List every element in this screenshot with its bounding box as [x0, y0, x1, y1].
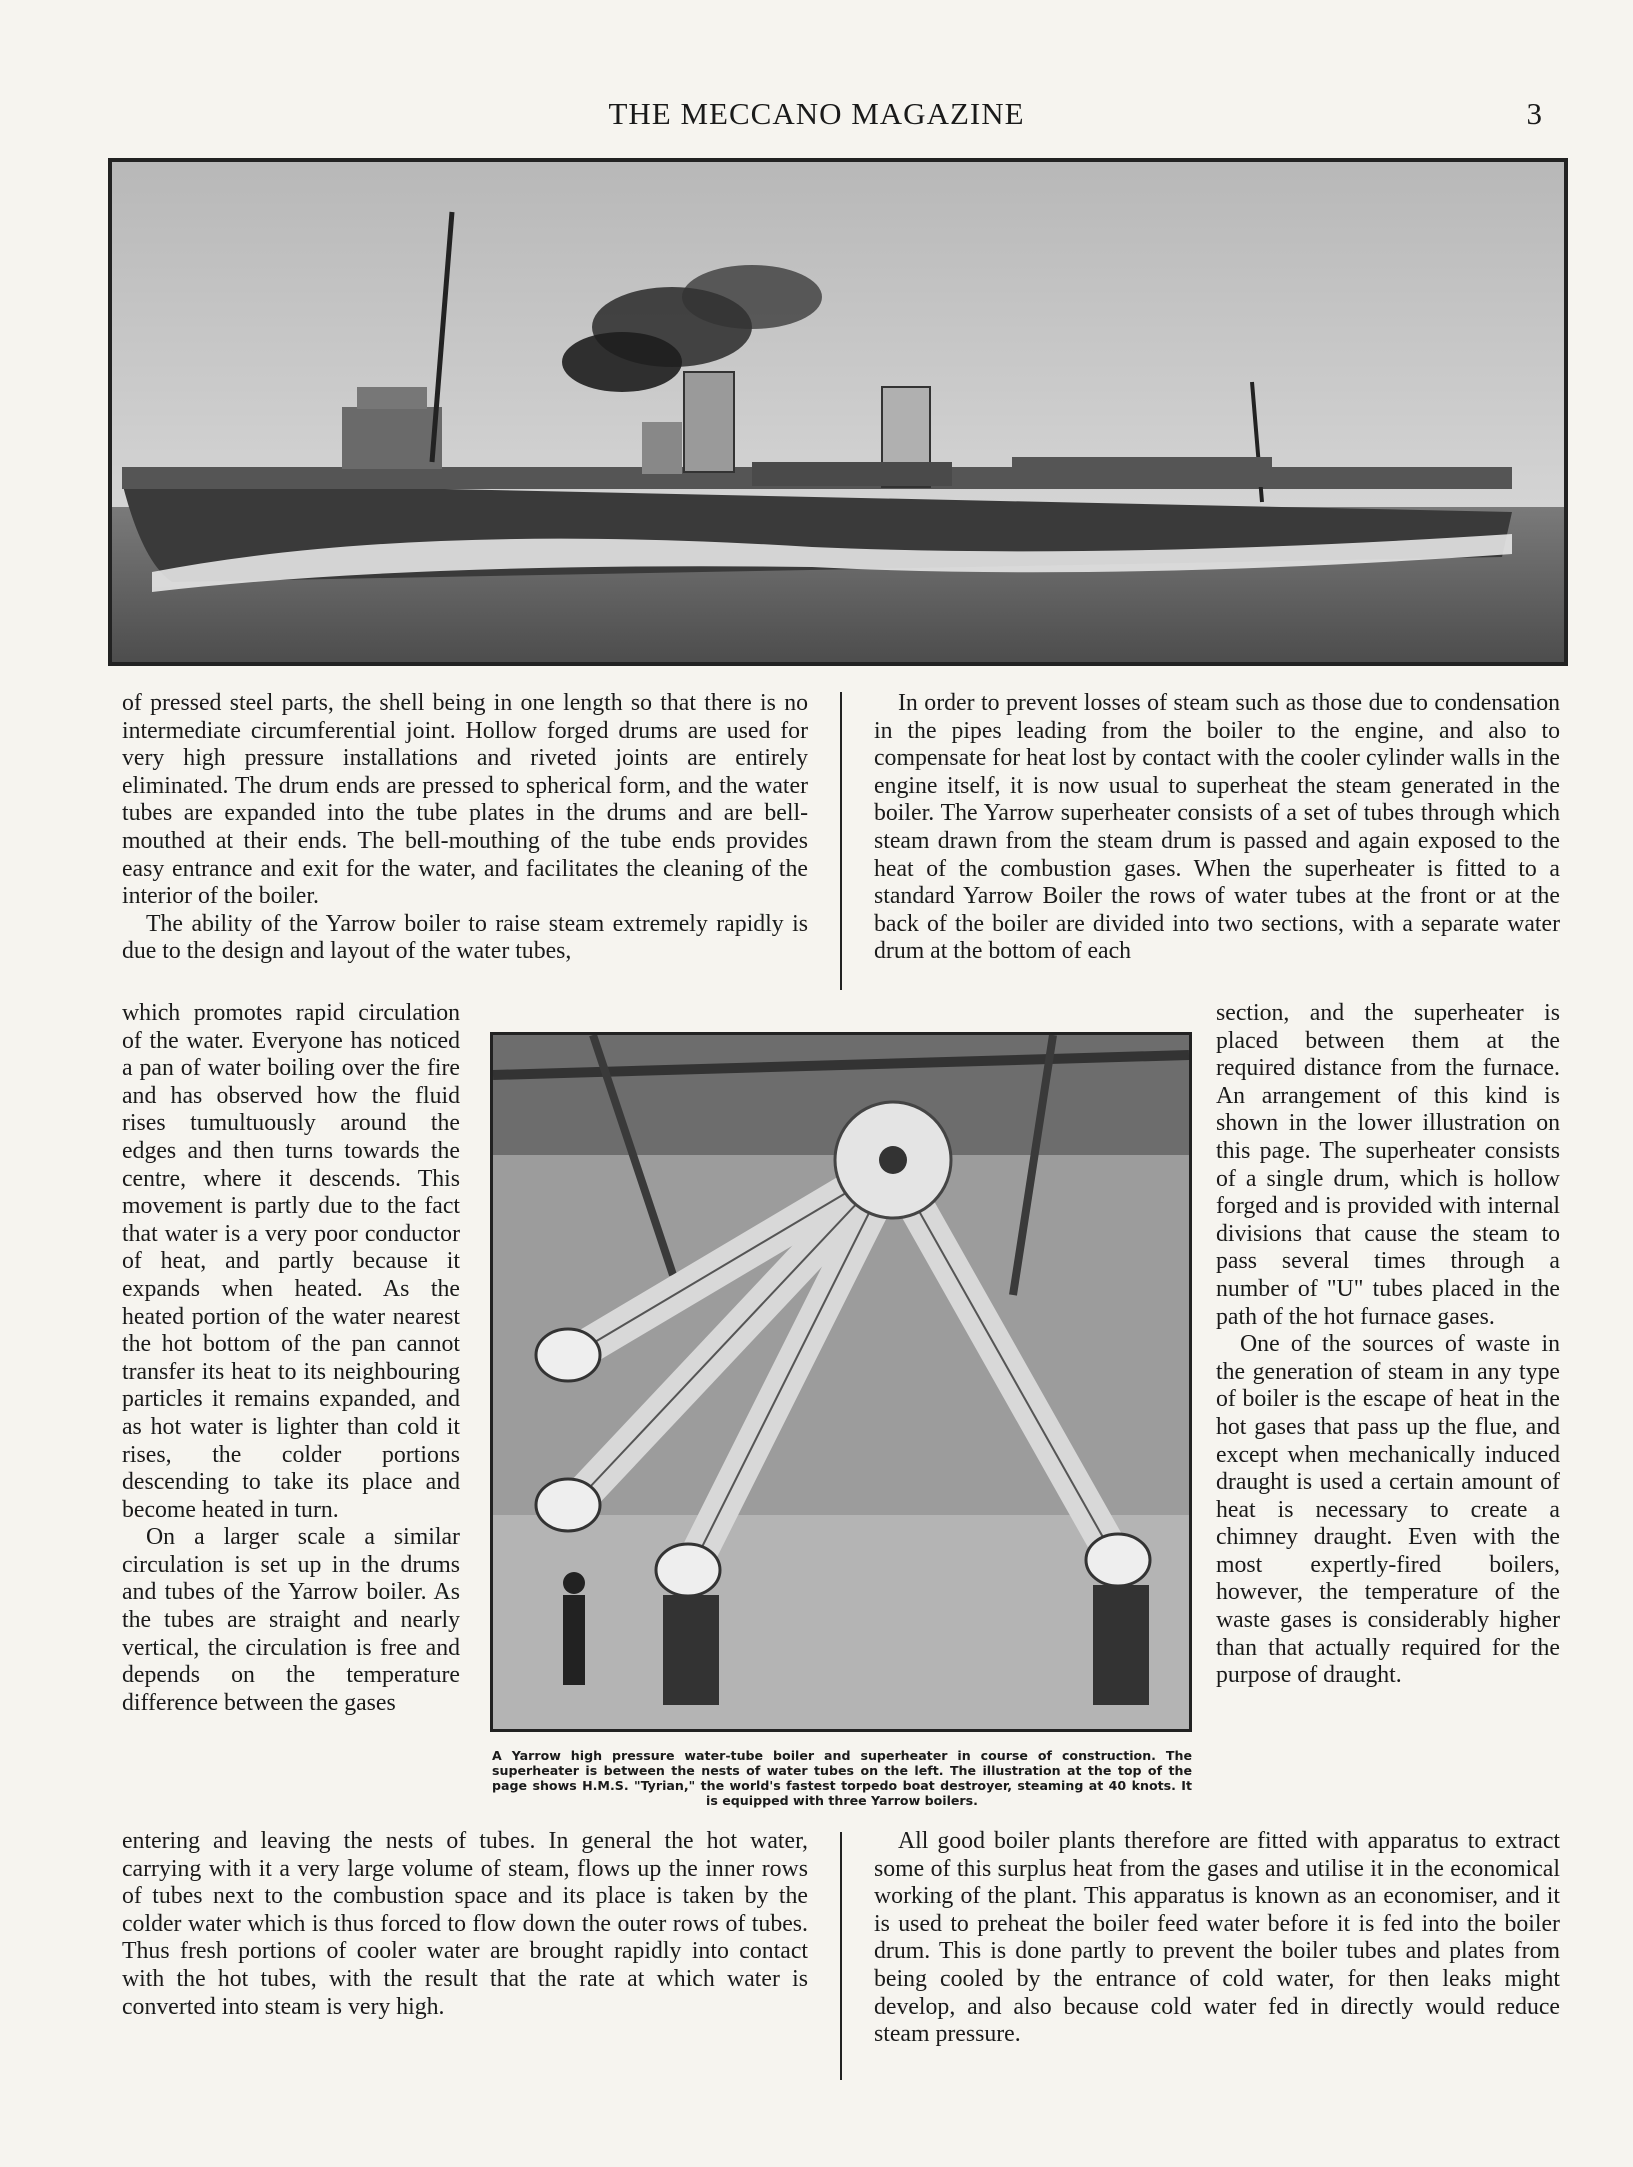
column-divider-bottom	[840, 1832, 842, 2080]
article-column-left-middle	[122, 1000, 460, 1717]
paragraph: One of the sources of waste in the generation of steam in any type of boiler is the escape of heat in the hot gases that pass up the flue, and except when mechanically induced draught is used a certain amount of heat is necessary to create a chimney draught. Even with the most expertly-fired boilers, however, the temperature of the waste gases is considerably higher than that actually required for the purpose of draught.	[1216, 1331, 1560, 1689]
paragraph: section, and the superheater is placed between them at the required distance from the furnace. An arrangement of this kind is shown in the lower illustration on this page. The superheater consists of a single drum, which is hollow forged and is provided with internal divisions that cause the steam to pass several times through a number of "U" tubes placed in the path of the hot furnace gases.	[1216, 1000, 1560, 1330]
paragraph: entering and leaving the nests of tubes. In general the hot water, carrying with it a very large volume of steam, flows up the inner rows of tubes next to the combustion space and its place is taken by the colder water which is thus forced to flow down the outer rows of tubes. Thus fresh portions of cooler water are brought rapidly into contact with the hot tubes, with the result that the rate at which water is converted into steam is very high.	[122, 1828, 808, 2020]
paragraph: In order to prevent losses of steam such as those due to condensation in the pipes leading from the boiler to the engine, and also to compensate for heat lost by contact with the cooler cylinder walls in the engine itself, it is now usual to superheat the steam generated in the boiler. The Yarrow superheater consists of a set of tubes through which steam drawn from the steam drum is passed and again exposed to the heat of the combustion gases. When the superheater is fitted to a standard Yarrow Boiler the rows of water tubes at the front or at the back of the boiler are divided into two sections, with a separate water drum at the bottom of each	[874, 690, 1560, 965]
article-column-left-bottom	[122, 1828, 808, 2021]
column-divider-top	[840, 692, 842, 990]
paragraph: On a larger scale a similar circulation is set up in the drums and tubes of the Yarrow boiler. As the tubes are straight and nearly vertical, the circulation is free and depends on the temperature difference between the gases	[122, 1524, 460, 1716]
destroyer-illustration	[112, 162, 1564, 662]
article-column-right-bottom	[874, 1828, 1560, 2049]
paragraph: All good boiler plants therefore are fitted with apparatus to extract some of this surplus heat from the gases and utilise it in the economical working of the plant. This apparatus is known as an economiser, and it is used to preheat the boiler feed water before it is fed into the boiler drum. This is done partly to prevent the boiler tubes and plates from being cooled by the entrance of cold water, for then leaks might develop, and also because cold water fed in directly would reduce steam pressure.	[874, 1828, 1560, 2048]
destroyer-photo	[108, 158, 1568, 666]
paragraph: of pressed steel parts, the shell being in one length so that there is no intermediate circumferential joint. Hollow forged drums are used for very high pressure installations and riveted joints are entirely eliminated. The drum ends are pressed to spherical form, and the water tubes are expanded into the tube plates in the drums and are bell-mouthed at their ends. The bell-mouthing of the tube ends provides easy entrance and exit for the water, and facilitates the cleaning of the interior of the boiler.	[122, 690, 808, 910]
magazine-title: THE MECCANO MAGAZINE	[608, 96, 1025, 131]
paragraph: which promotes rapid circulation of the water. Everyone has noticed a pan of water boiling over the fire and has observed how the fluid rises tumultuously around the edges and then turns towards the centre, where it descends. This movement is partly due to the fact that water is a very poor conductor of heat, and partly because it expands when heated. As the heated portion of the water nearest the hot bottom of the pan cannot transfer its heat to its neighbouring particles it remains expanded, and as hot water is lighter than cold it rises, the colder portions descending to take its place and become heated in turn.	[122, 1000, 460, 1523]
page-number: 3	[1526, 96, 1542, 131]
article-column-right-top	[874, 690, 1560, 966]
boiler-photo	[490, 1032, 1192, 1732]
article-column-right-middle	[1216, 1000, 1560, 1690]
paragraph: The ability of the Yarrow boiler to raise steam extremely rapidly is due to the design and layout of the water tubes,	[122, 910, 808, 965]
boiler-illustration	[493, 1035, 1189, 1729]
article-column-left-top	[122, 690, 808, 966]
photo-caption: A Yarrow high pressure water-tube boiler and superheater in course of construction. The superheater is between the nests of water tubes on the left. The illustration at the top of the page shows H.M.S. "Tyrian," the world's fastest torpedo boat destroyer, steaming at 40 knots. It is equipped with three Yarrow boilers.	[492, 1748, 1192, 1808]
